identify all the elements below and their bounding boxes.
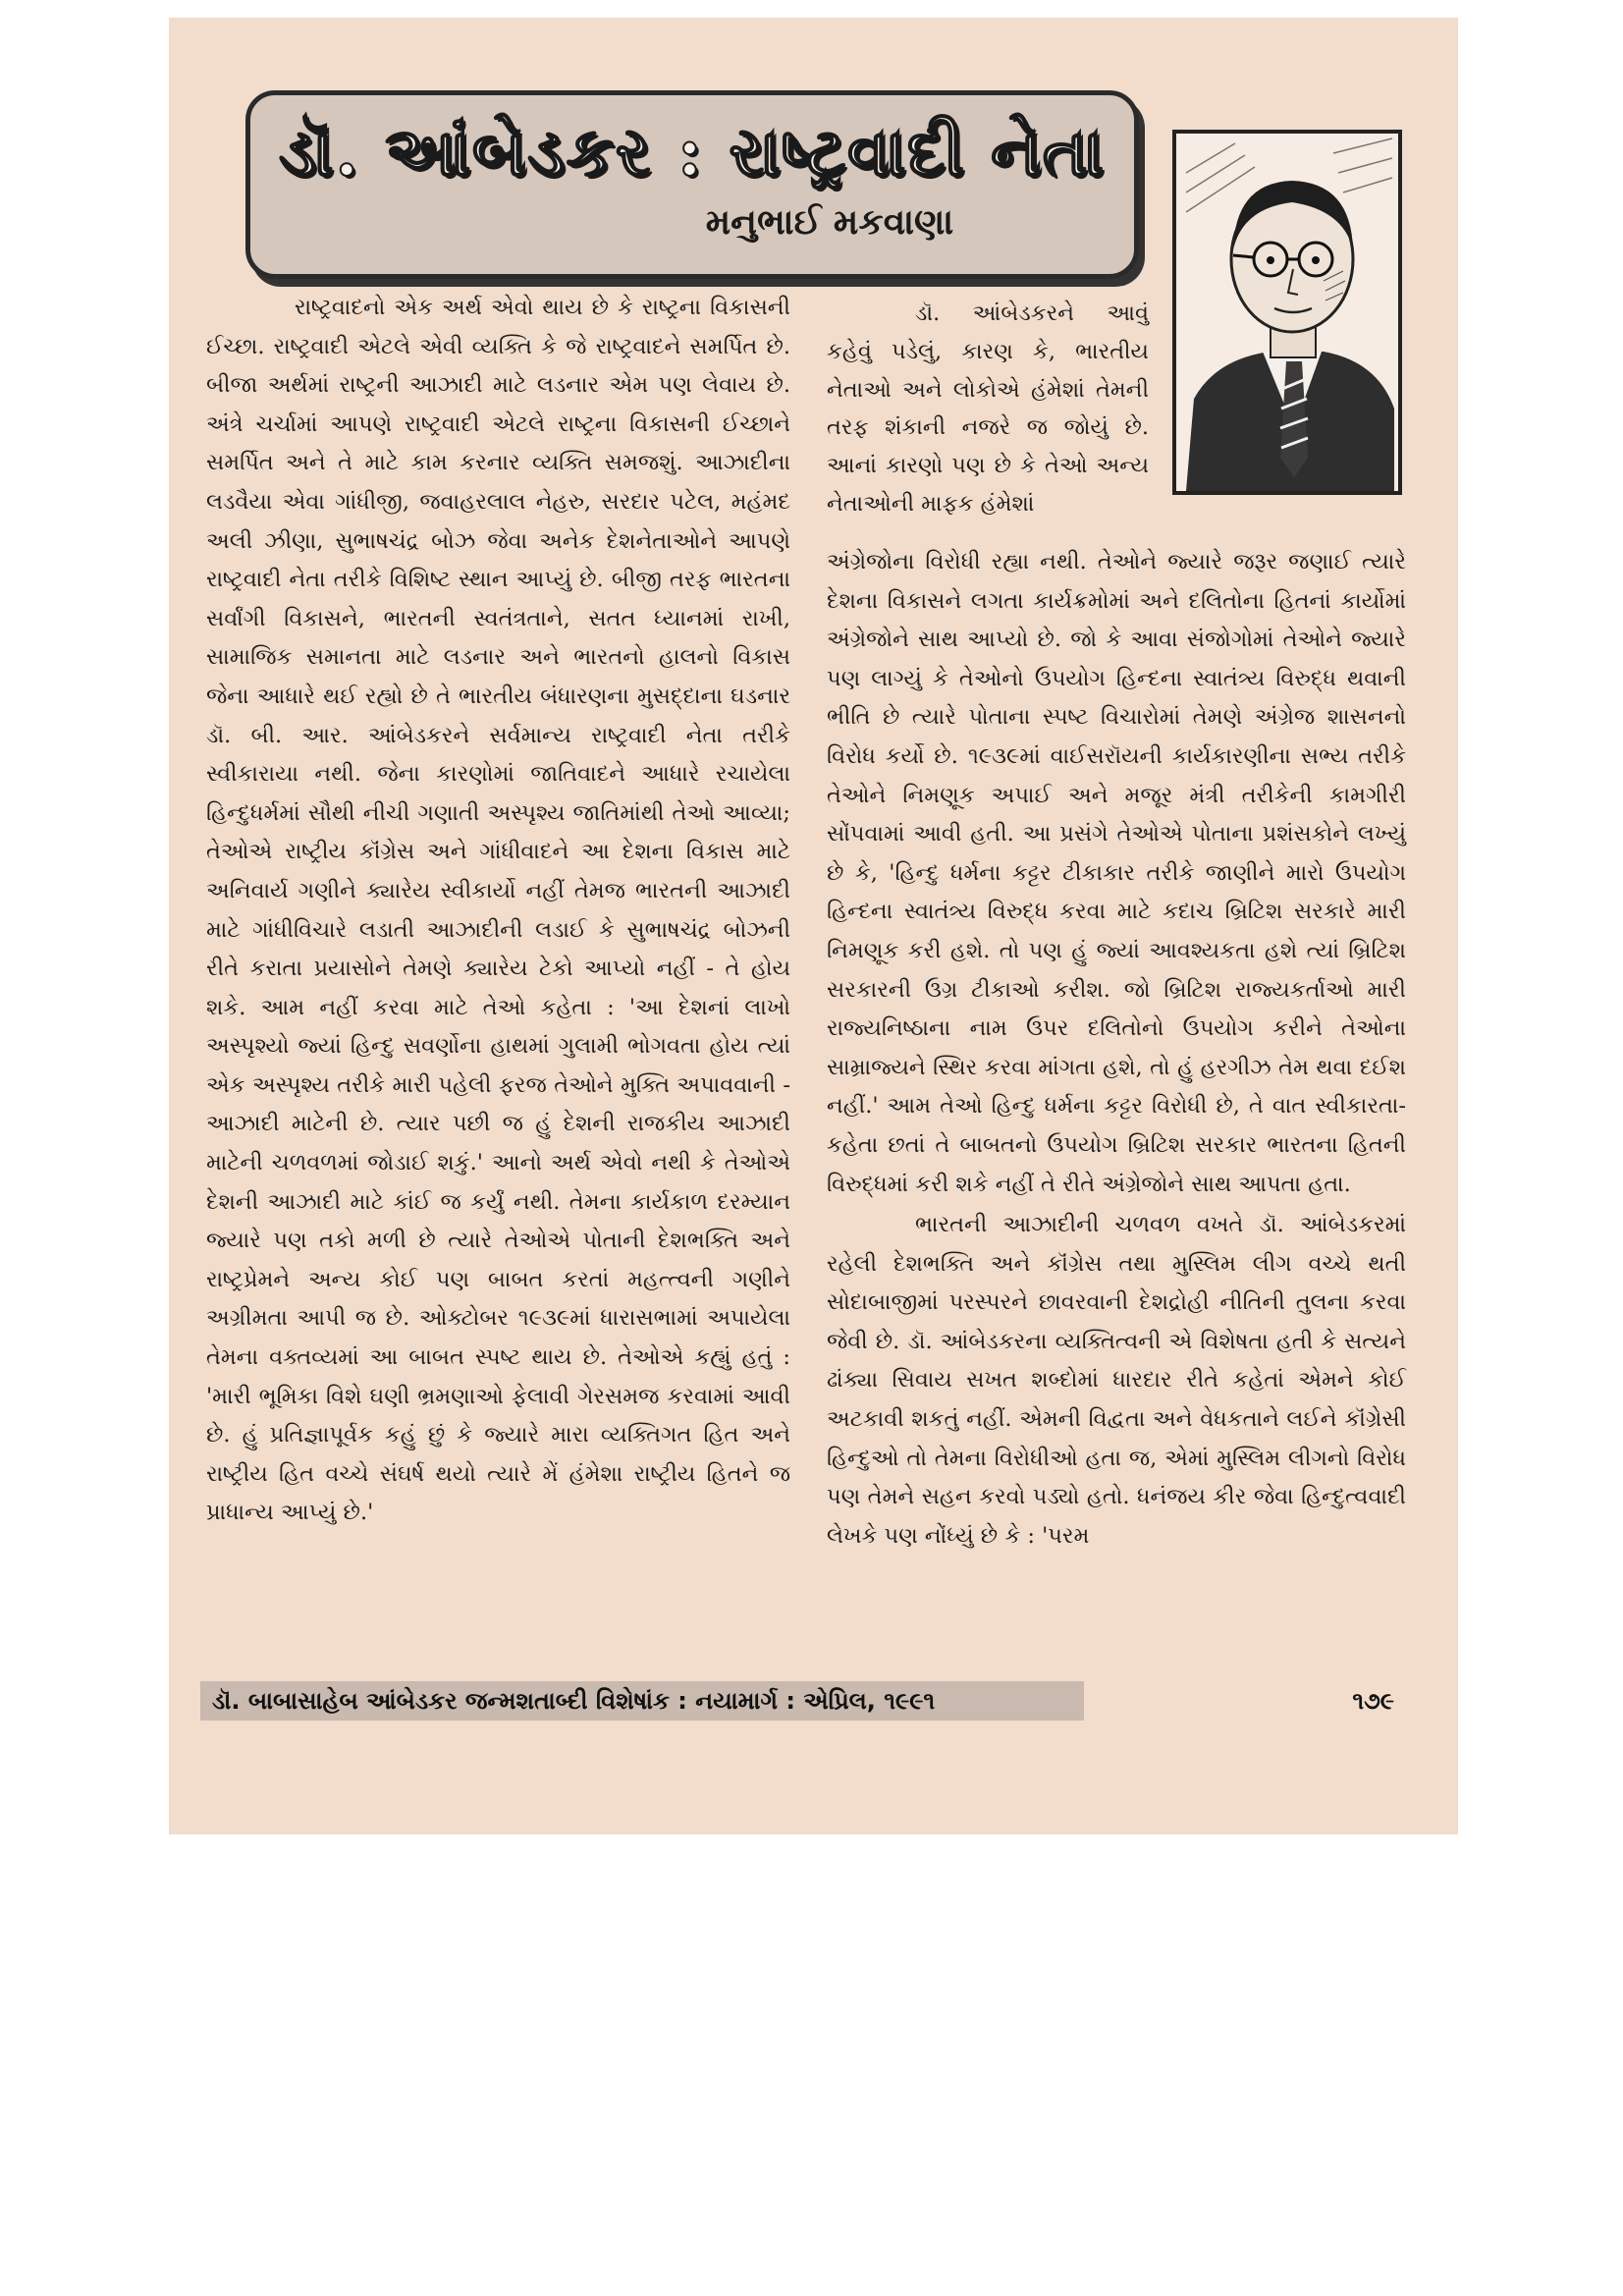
portrait-icon xyxy=(1176,134,1398,491)
left-column xyxy=(206,289,790,1533)
footer-banner: ડૉ. બાબાસાહેબ આંબેડકર જન્મશતાબ્દી વિશેષાંક : નયામાર્ગ : એપ્રિલ, ૧૯૯૧ xyxy=(200,1681,1084,1721)
right-top-paragraph: ડૉ. આંબેડકરને આવું કહેવું પડેલું, કારણ કે, ભારતીય નેતાઓ અને લોકોએ હંમેશાં તેમની તરફ શંકાની નજરે જ જોયું છે. આનાં કારણો પણ છે કે તેઓ અન્ય નેતાઓની માફક હંમેશાં xyxy=(827,301,1149,517)
portrait-illustration xyxy=(1172,130,1402,495)
article-title: ડૉ. આંબેડકર : રાષ્ટ્રવાદી નેતા xyxy=(279,113,1106,191)
title-banner xyxy=(245,90,1139,279)
left-column-paragraph: રાષ્ટ્રવાદનો એક અર્થ એવો થાય છે કે રાષ્ટ્રના વિકાસની ઈચ્છા. રાષ્ટ્રવાદી એટલે એવી વ્યક્તિ કે જે રાષ્ટ્રવાદને સમર્પિત છે. બીજા અર્થમાં રાષ્ટ્રની આઝાદી માટે લડનાર એમ પણ લેવાય છે. અંત્રે ચર્ચામાં આપણે રાષ્ટ્રવાદી એટલે રાષ્ટ્રના વિકાસની ઈચ્છાને સમર્પિત અને તે માટે કામ કરનાર વ્યક્તિ સમજશું. આઝાદીના લડવૈયા એવા ગાંધીજી, જવાહરલાલ નેહરુ, સરદાર પટેલ, મહંમદ અલી ઝીણા, સુભાષચંદ્ર બોઝ જેવા અનેક દેશનેતાઓને આપણે રાષ્ટ્રવાદી નેતા તરીકે વિશિષ્ટ સ્થાન આપ્યું છે. બીજી તરફ ભારતના સર્વાંગી વિકાસને, ભારતની સ્વતંત્રતાને, સતત ધ્યાનમાં રાખી, સામાજિક સમાનતા માટે લડનાર અને ભારતનો હાલનો વિકાસ જેના આધારે થઈ રહ્યો છે તે ભારતીય બંધારણના મુસદ્દાના ઘડનાર ડૉ. બી. આર. આંબેડકરને સર્વમાન્ય રાષ્ટ્રવાદી નેતા તરીકે સ્વીકારાયા નથી. જેના કારણોમાં જાતિવાદને આધારે રચાયેલા હિન્દુધર્મમાં સૌથી નીચી ગણાતી અસ્પૃશ્ય જાતિમાંથી તેઓ આવ્યા; તેઓએ રાષ્ટ્રીય કૉંગ્રેસ અને ગાંધીવાદને આ દેશના વિકાસ માટે અનિવાર્ય ગણીને ક્યારેય સ્વીકાર્યો નહીં તેમજ ભારતની આઝાદી માટે ગાંધીવિચારે લડાતી આઝાદીની લડાઈ કે સુભાષચંદ્ર બોઝની રીતે કરાતા પ્રયાસોને તેમણે ક્યારેય ટેકો આપ્યો નહીં - તે હોય શકે. આમ નહીં કરવા માટે તેઓ કહેતા : 'આ દેશનાં લાખો અસ્પૃશ્યો જ્યાં હિન્દુ સવર્ણોના હાથમાં ગુલામી ભોગવતા હોય ત્યાં એક અસ્પૃશ્ય તરીકે મારી પહેલી ફરજ તેઓને મુક્તિ અપાવવાની - આઝાદી માટેની છે. ત્યાર પછી જ હું દેશની રાજકીય આઝાદી માટેની ચળવળમાં જોડાઈ શકું.' આનો અર્થ એવો નથી કે તેઓએ દેશની આઝાદી માટે કાંઈ જ કર્યું નથી. તેમના કાર્યકાળ દરમ્યાન જ્યારે પણ તકો મળી છે ત્યારે તેઓએ પોતાની દેશભક્તિ અને રાષ્ટ્રપ્રેમને અન્ય કોઈ પણ બાબત કરતાં મહત્ત્વની ગણીને અગ્રીમતા આપી જ છે. ઓક્ટોબર ૧૯૩૯માં ધારાસભામાં અપાયેલા તેમના વક્તવ્યમાં આ બાબત સ્પષ્ટ થાય છે. તેઓએ કહ્યું હતું : 'મારી ભૂમિકા વિશે ઘણી ભ્રમણાઓ ફેલાવી ગેરસમજ કરવામાં આવી છે. હું પ્રતિજ્ઞાપૂર્વક કહું છું કે જ્યારે મારા વ્યક્તિગત હિત અને રાષ્ટ્રીય હિત વચ્ચે સંઘર્ષ થયો ત્યારે મેં હંમેશા રાષ્ટ્રીય હિતને જ પ્રાધાન્ય આપ્યું છે.' xyxy=(206,295,790,1526)
right-top-column xyxy=(827,295,1149,523)
page-number: ૧૭૯ xyxy=(1352,1687,1394,1715)
right-column-paragraph-1: અંગ્રેજોના વિરોધી રહ્યા નથી. તેઓને જ્યારે જરૂર જણાઈ ત્યારે દેશના વિકાસને લગતા કાર્યક્રમોમાં અને દલિતોના હિતનાં કાર્યોમાં અંગ્રેજોને સાથ આપ્યો છે. જો કે આવા સંજોગોમાં તેઓને જ્યારે પણ લાગ્યું કે તેઓનો ઉપયોગ હિન્દના સ્વાતંત્ર્ય વિરુદ્ધ થવાની ભીતિ છે ત્યારે પોતાના સ્પષ્ટ વિચારોમાં તેમણે અંગ્રેજ શાસનનો વિરોધ કર્યો છે. ૧૯૩૯માં વાઈસરૉયની કાર્યકારણીના સભ્ય તરીકે તેઓને નિમણૂક અપાઈ અને મજૂર મંત્રી તરીકેની કામગીરી સોંપવામાં આવી હતી. આ પ્રસંગે તેઓએ પોતાના પ્રશંસકોને લખ્યું છે કે, 'હિન્દુ ધર્મના કટ્ટર ટીકાકાર તરીકે જાણીને મારો ઉપયોગ હિન્દના સ્વાતંત્ર્ય વિરુદ્ધ કરવા માટે કદાચ બ્રિટિશ સરકારે મારી નિમણૂક કરી હશે. તો પણ હું જ્યાં આવશ્યકતા હશે ત્યાં બ્રિટિશ સરકારની ઉગ્ર ટીકાઓ કરીશ. જો બ્રિટિશ રાજ્યકર્તાઓ મારી રાજ્યનિષ્ઠાના નામ ઉપર દલિતોનો ઉપયોગ કરીને તેઓના સામ્રાજ્યને સ્થિર કરવા માંગતા હશે, તો હું હરગીઝ તેમ થવા દઈશ નહીં.' આમ તેઓ હિન્દુ ધર્મના કટ્ટર વિરોધી છે, તે વાત સ્વીકારતા-કહેતા છતાં તે બાબતનો ઉપયોગ બ્રિટિશ સરકાર ભારતના હિતની વિરુદ્ધમાં કરી શકે નહીં તે રીતે અંગ્રેજોને સાથ આપતા હતા. xyxy=(827,549,1406,1197)
right-column-paragraph-2: ભારતની આઝાદીની ચળવળ વખતે ડૉ. આંબેડકરમાં રહેલી દેશભક્તિ અને કૉંગ્રેસ તથા મુસ્લિમ લીગ વચ્ચે થતી સોદાબાજીમાં પરસ્પરને છાવરવાની દેશદ્રોહી નીતિની તુલના કરવા જેવી છે. ડૉ. આંબેડકરના વ્યક્તિત્વની એ વિશેષતા હતી કે સત્યને ઢાંક્યા સિવાય સખત શબ્દોમાં ધારદાર રીતે કહેતાં એમને કોઈ અટકાવી શકતું નહીં. એમની વિદ્વતા અને વેધકતાને લઈને કૉંગ્રેસી હિન્દુઓ તો તેમના વિરોધીઓ હતા જ, એમાં મુસ્લિમ લીગનો વિરોધ પણ તેમને સહન કરવો પડ્યો હતો. ધનંજય કીર જેવા હિન્દુત્વવાદી લેખકે પણ નોંધ્યું છે કે : 'પરમ xyxy=(827,1212,1406,1549)
article-author: મનુભાઈ મકવાણા xyxy=(705,201,954,243)
right-column xyxy=(827,543,1406,1556)
